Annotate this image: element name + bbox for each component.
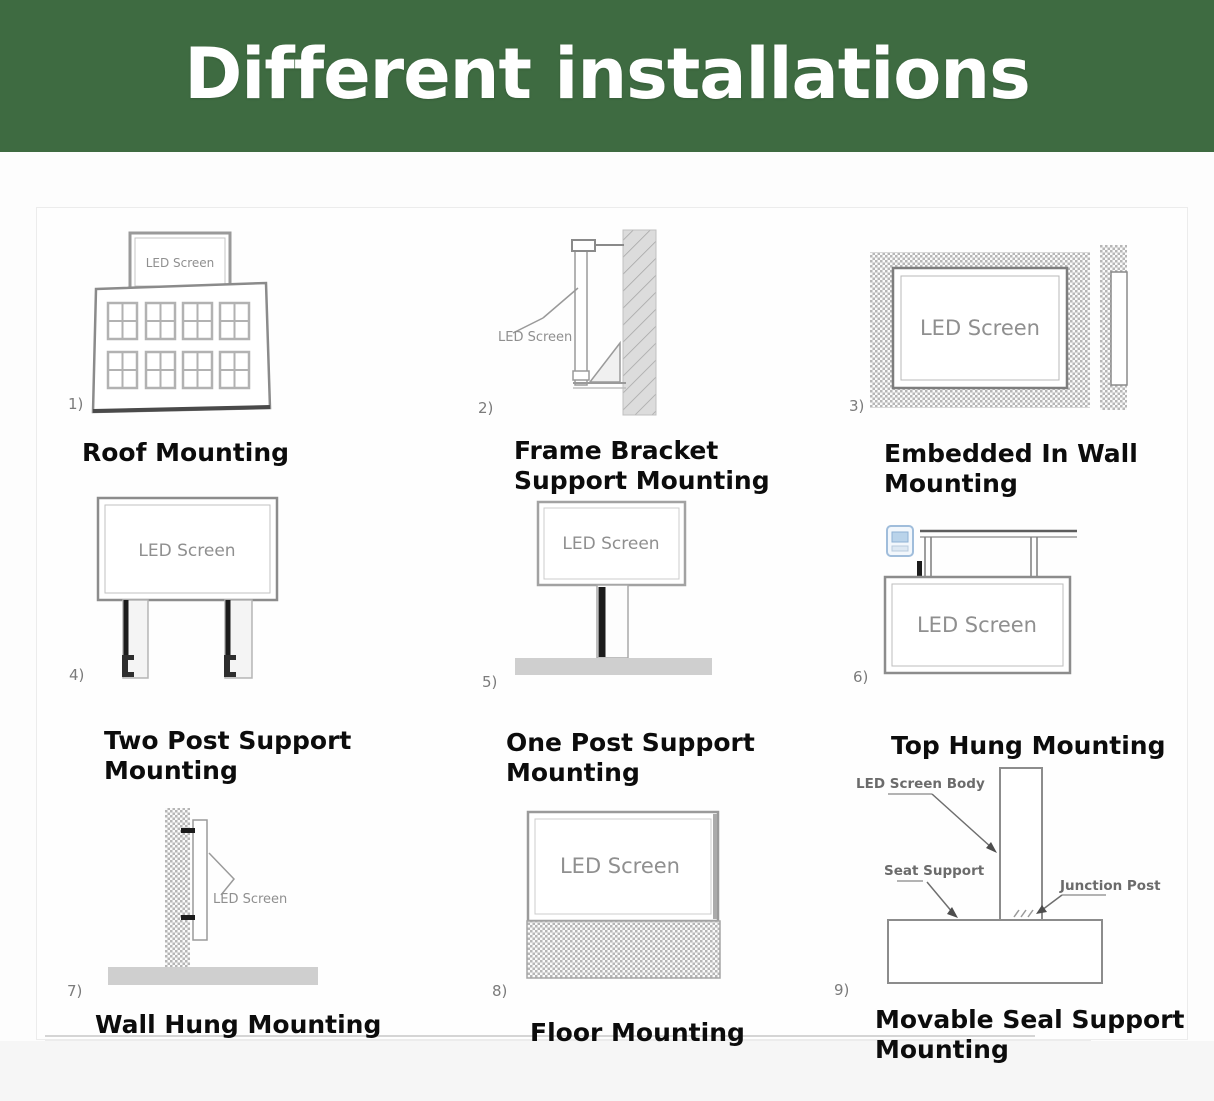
diagram-number: 4) bbox=[69, 666, 85, 684]
diagram-number: 3) bbox=[849, 397, 865, 415]
page-title: Different installations bbox=[184, 33, 1030, 115]
diagram-number: 8) bbox=[492, 982, 508, 1000]
caption-frame-bracket: Frame Bracket Support Mounting bbox=[514, 436, 770, 495]
screen-side-view bbox=[193, 820, 207, 940]
screen-side-view bbox=[1111, 272, 1127, 385]
caption-one-post: One Post Support Mounting bbox=[506, 728, 755, 787]
support-bracket bbox=[590, 343, 620, 382]
screen-label: LED Screen bbox=[138, 541, 236, 561]
diagram-number: 2) bbox=[478, 399, 494, 417]
caption-wall-hung: Wall Hung Mounting bbox=[95, 1010, 382, 1039]
diagram-two-post-mounting bbox=[55, 490, 345, 690]
annotation-screen-body: LED Screen Body bbox=[856, 776, 985, 792]
diagram-floor-mounting bbox=[470, 800, 730, 1000]
seat-support-base bbox=[888, 920, 1102, 983]
ground bbox=[515, 658, 712, 675]
caption-top-hung: Top Hung Mounting bbox=[891, 731, 1166, 760]
bracket-top bbox=[181, 828, 195, 833]
caption-embedded-wall: Embedded In Wall Mounting bbox=[884, 439, 1138, 498]
screen-label: LED Screen bbox=[919, 316, 1041, 340]
broken-image-icon bbox=[887, 526, 913, 556]
diagram-wall-hung-mounting bbox=[55, 800, 345, 1000]
diagram-number: 5) bbox=[482, 673, 498, 691]
screen-label: LED Screen bbox=[213, 892, 288, 907]
diagram-frame-bracket-mounting bbox=[468, 225, 693, 425]
diagram-top-hung-mounting bbox=[845, 510, 1130, 695]
left-hanger bbox=[917, 537, 931, 577]
roof-screen-label: LED Screen bbox=[145, 256, 215, 270]
caption-two-post: Two Post Support Mounting bbox=[104, 726, 352, 785]
diagram-number: 9) bbox=[834, 981, 850, 999]
caption-floor-mounting: Floor Mounting bbox=[530, 1018, 745, 1047]
ground bbox=[108, 967, 318, 985]
diagram-movable-seal-mounting bbox=[830, 750, 1165, 1000]
post bbox=[597, 585, 628, 658]
diagram-one-post-mounting bbox=[470, 495, 720, 695]
screen-label: LED Screen bbox=[562, 534, 660, 554]
bracket-bottom bbox=[181, 915, 195, 920]
screen-label: LED Screen bbox=[559, 854, 681, 878]
caption-movable-seal: Movable Seal Support Mounting bbox=[875, 1005, 1185, 1064]
diagram-embedded-wall-mounting bbox=[845, 235, 1145, 420]
left-post bbox=[122, 600, 148, 678]
header-banner bbox=[0, 0, 1214, 152]
diagram-roof-mounting bbox=[60, 225, 345, 420]
right-hanger bbox=[1031, 537, 1037, 577]
pointer-line bbox=[543, 288, 578, 318]
screen-label: LED Screen bbox=[916, 613, 1038, 637]
pedestal-base bbox=[527, 921, 720, 978]
caption-roof-mounting: Roof Mounting bbox=[82, 438, 290, 467]
diagram-number: 1) bbox=[68, 395, 84, 413]
right-post bbox=[224, 600, 252, 678]
diagram-number: 7) bbox=[67, 982, 83, 1000]
pointer-line bbox=[209, 853, 234, 895]
screen-label: LED Screen bbox=[498, 330, 573, 345]
screen-body bbox=[1000, 768, 1042, 920]
annotation-seat-support: Seat Support bbox=[884, 863, 985, 879]
wall bbox=[623, 230, 656, 415]
screen-side-view bbox=[575, 245, 587, 385]
diagram-number: 6) bbox=[853, 668, 869, 686]
annotation-junction-post: Junction Post bbox=[1060, 878, 1161, 894]
